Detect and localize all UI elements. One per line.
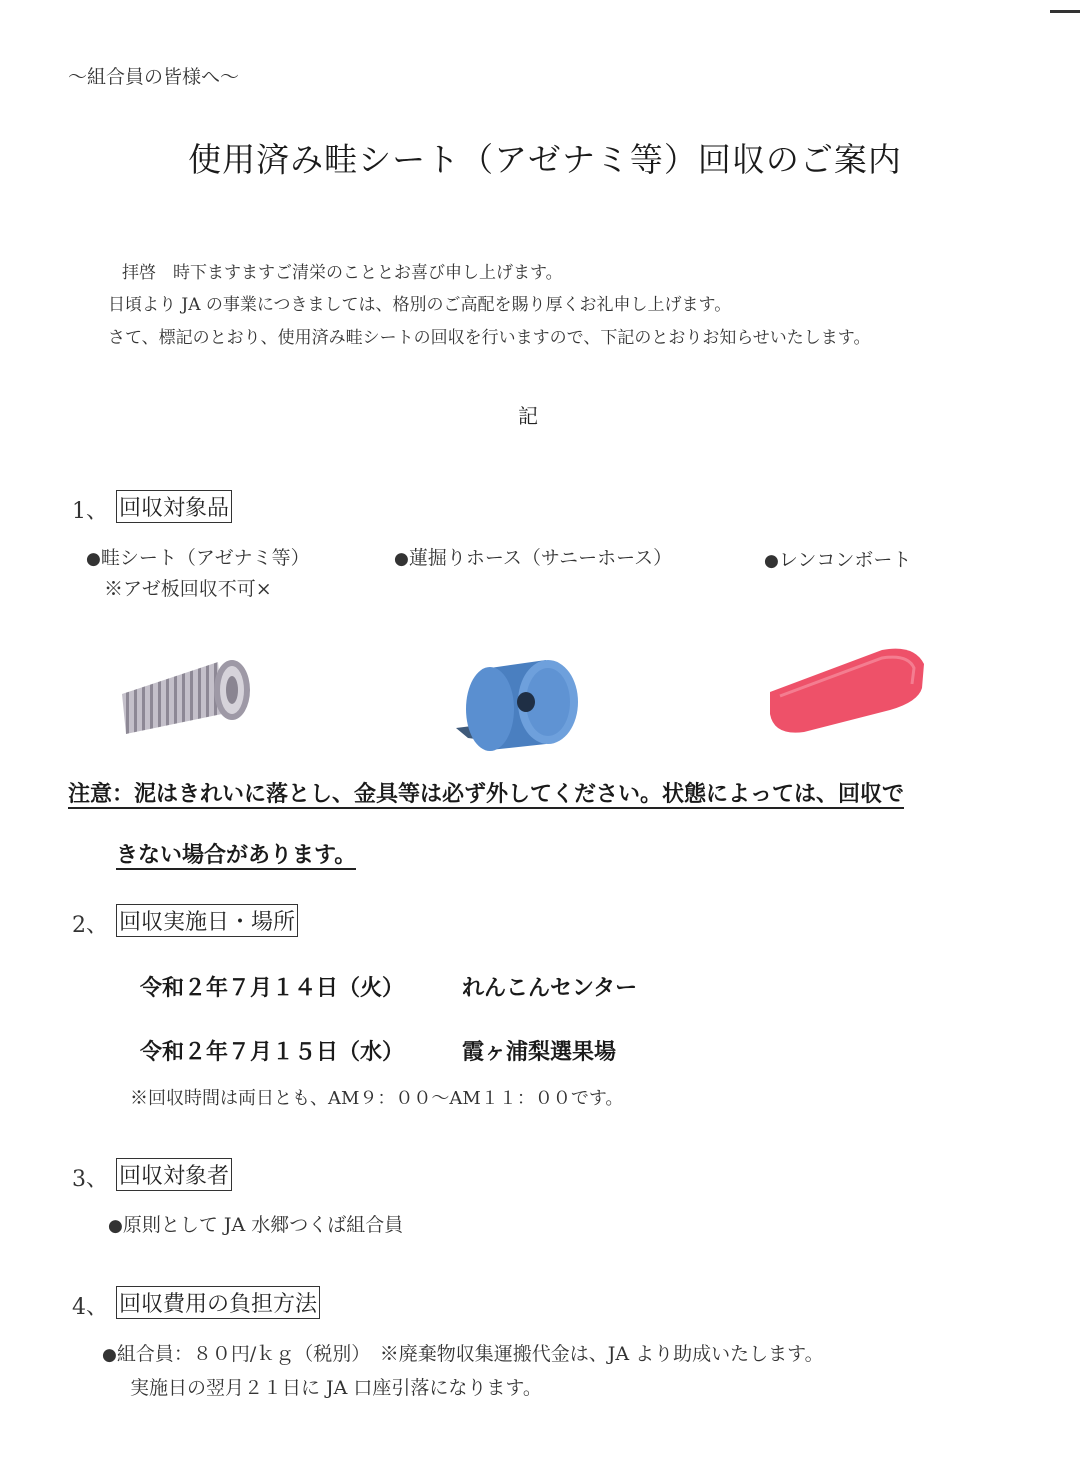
section-4-number: 4、 [72, 1295, 108, 1320]
date-2: 令和２年７月１５日（水） [140, 1040, 405, 1065]
section-3-title: 回収対象者 [116, 1158, 232, 1191]
target-members [108, 1210, 403, 1237]
cost-line [102, 1339, 824, 1366]
kigo-heading: 記 [518, 404, 538, 428]
bullet-icon: ● [764, 551, 779, 571]
bullet-icon: ● [86, 549, 101, 569]
blue-hose-roll-image [454, 654, 582, 754]
item-label: 原則として JA 水郷つくば組合員 [122, 1214, 404, 1236]
item-label: 蓮掘りホース（サニーホース） [408, 547, 673, 569]
place-2: 霞ヶ浦梨選果場 [462, 1040, 617, 1065]
intro-line-1: 拝啓 時下ますますご清栄のこととお喜び申し上げます。 [122, 263, 563, 283]
section-2-title: 回収実施日・場所 [116, 904, 298, 937]
billing-line: 実施日の翌月２１日に JA 口座引落になります。 [130, 1377, 542, 1399]
date-1: 令和２年７月１４日（火） [140, 976, 405, 1001]
bullet-icon: ● [108, 1216, 123, 1236]
bullet-icon: ● [394, 549, 409, 569]
place-1: れんこんセンター [462, 976, 638, 1001]
corrugated-sheet-roll-image [118, 656, 252, 738]
intro-line-2: 日頃より JA の事業につきましては、格別のご高配を賜り厚くお礼申し上げます。 [108, 295, 732, 315]
notice-line-2: きない場合があります。 [116, 843, 356, 870]
item-aze-note: ※アゼ板回収不可× [104, 578, 272, 600]
item-hose [394, 543, 672, 570]
item-label: レンコンボート [778, 549, 912, 571]
pink-boat-image [764, 644, 930, 736]
section-1-number: 1、 [72, 499, 108, 524]
bullet-icon: ● [102, 1345, 117, 1365]
section-1-title: 回収対象品 [116, 490, 232, 523]
page-title: 使用済み畦シート（アゼナミ等）回収のご案内 [188, 140, 902, 179]
greeting: 〜組合員の皆様へ〜 [68, 66, 240, 88]
section-4-title: 回収費用の負担方法 [116, 1286, 320, 1319]
scan-edge-mark [1050, 0, 1080, 13]
item-label: 組合員：８０円/ｋｇ（税別） ※廃棄物収集運搬代金は、JA より助成いたします。 [116, 1343, 824, 1365]
section-2-number: 2、 [72, 913, 108, 938]
collection-time-note: ※回収時間は両日とも、AM９：００〜AM１１：００です。 [130, 1088, 624, 1109]
item-aze-sheet [86, 543, 310, 570]
notice-line-1: 注意：泥はきれいに落とし、金具等は必ず外してください。状態によっては、回収で [68, 782, 904, 809]
section-3-number: 3、 [72, 1167, 108, 1192]
item-boat [764, 545, 911, 572]
intro-line-3: さて、標記のとおり、使用済み畦シートの回収を行いますので、下記のとおりお知らせいたします。 [108, 328, 871, 348]
item-label: 畦シート（アゼナミ等） [100, 547, 310, 569]
